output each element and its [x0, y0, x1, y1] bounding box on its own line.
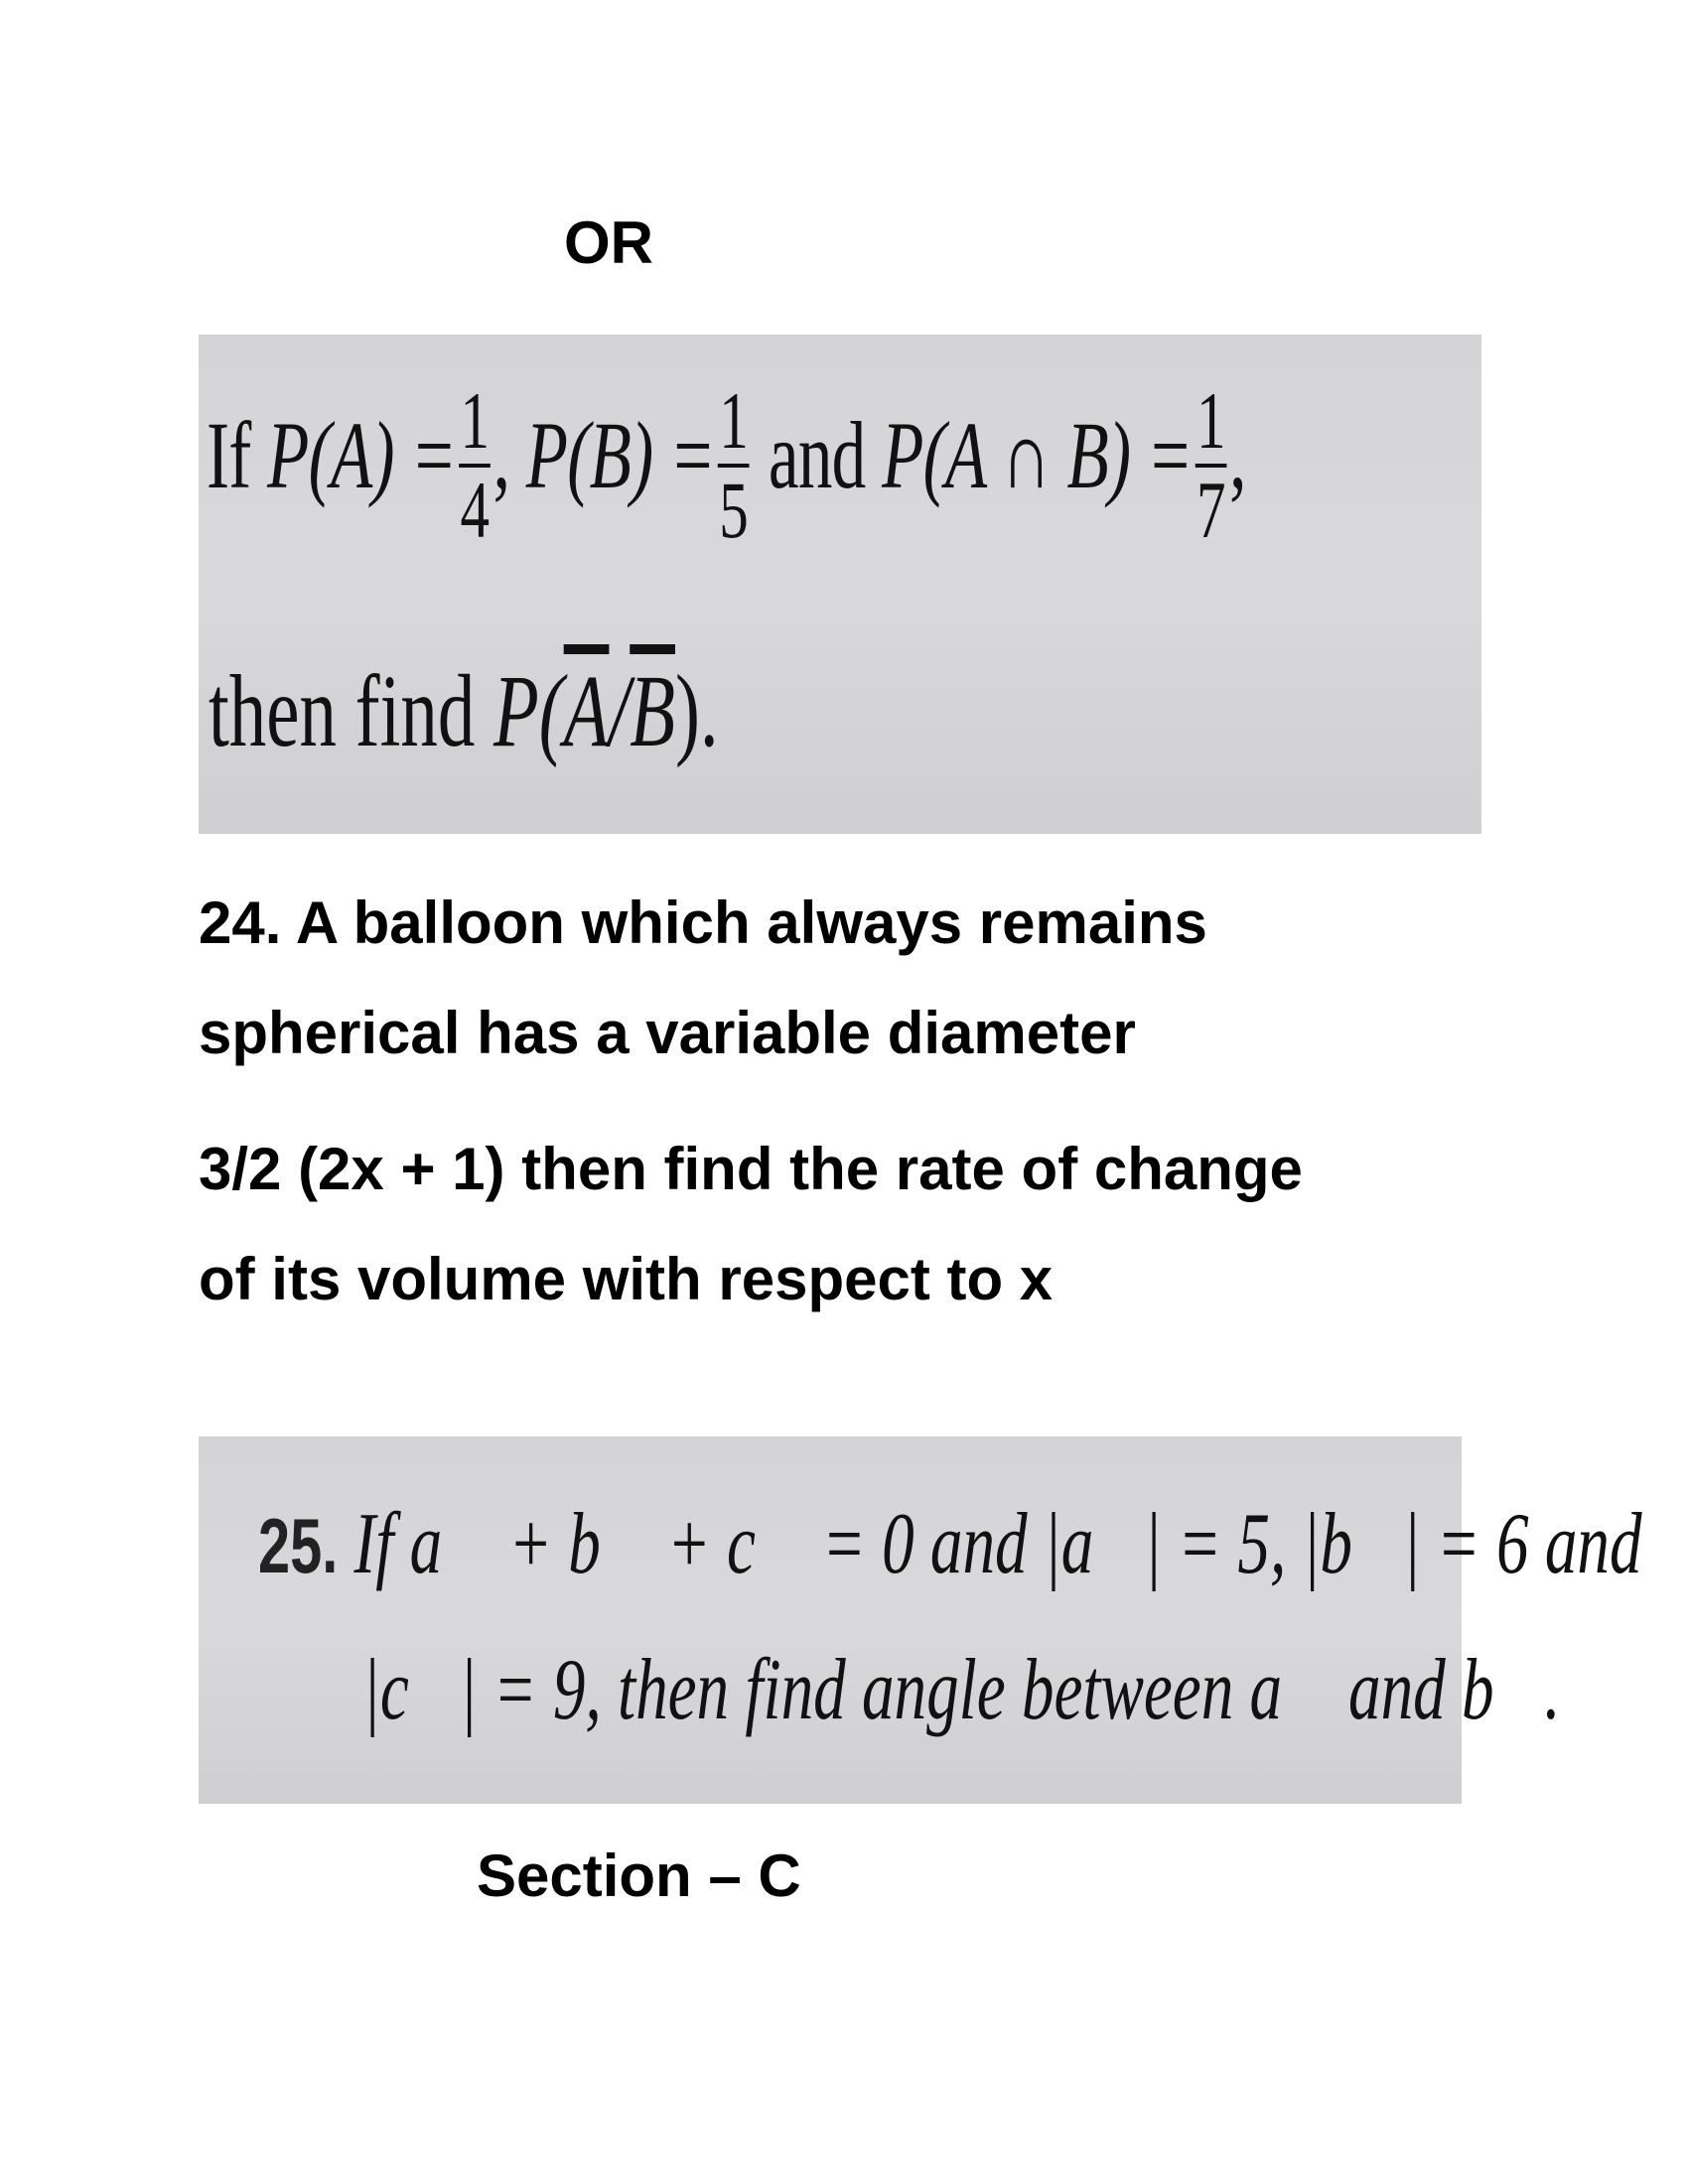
and-text: and [752, 401, 883, 508]
pb-numerator: 1 [719, 375, 748, 466]
a-complement: $\overline{A}$ [563, 654, 610, 768]
vector-question-line-2: |c⃗| = 9, then find angle between a⃗ and b⃗. [362, 1642, 1561, 1738]
question-24-line-4: of its volume with respect to x [199, 1246, 1054, 1312]
pab-label: P(A ∩ B) = [882, 401, 1193, 508]
probability-find-line [209, 652, 719, 770]
pab-denominator: 7 [1196, 464, 1225, 555]
if-text: If [207, 401, 268, 508]
p-close: ). [674, 654, 719, 768]
slash: / [609, 654, 631, 768]
question-25-number: 25. [258, 1502, 339, 1589]
probability-given-line [207, 375, 1246, 555]
pa-label: P(A) = [267, 401, 457, 508]
pab-numerator: 1 [1196, 375, 1225, 466]
trailing-comma: , [1229, 401, 1246, 508]
vector-question-line-1 [258, 1494, 1642, 1594]
b-complement: $\overline{B}$ [630, 654, 675, 768]
or-heading: OR [564, 209, 653, 276]
pa-fraction [459, 375, 491, 555]
p-open: P( [492, 654, 564, 768]
probability-question-image [199, 335, 1481, 834]
question-24-line-3: 3/2 (2x + 1) then find the rate of change [199, 1136, 1303, 1202]
then-find-text: then find [209, 654, 493, 768]
pb-fraction [718, 375, 750, 555]
comma-separator: , [492, 401, 526, 508]
section-c-heading: Section – C [477, 1843, 801, 1909]
pa-numerator: 1 [460, 375, 490, 466]
vector-question-image [199, 1436, 1642, 1804]
pab-fraction [1196, 375, 1227, 555]
pb-denominator: 5 [719, 464, 748, 555]
pa-denominator: 4 [460, 464, 490, 555]
question-24-line-2: spherical has a variable diameter [199, 1000, 1136, 1066]
vector-given-text: If a⃗ + b⃗ + c⃗ = 0 and |a⃗| = 5, |b⃗| = 6 and [338, 1496, 1642, 1592]
pb-label: P(B) = [525, 401, 715, 508]
question-24-line-1: 24. A balloon which always remains [199, 889, 1207, 956]
